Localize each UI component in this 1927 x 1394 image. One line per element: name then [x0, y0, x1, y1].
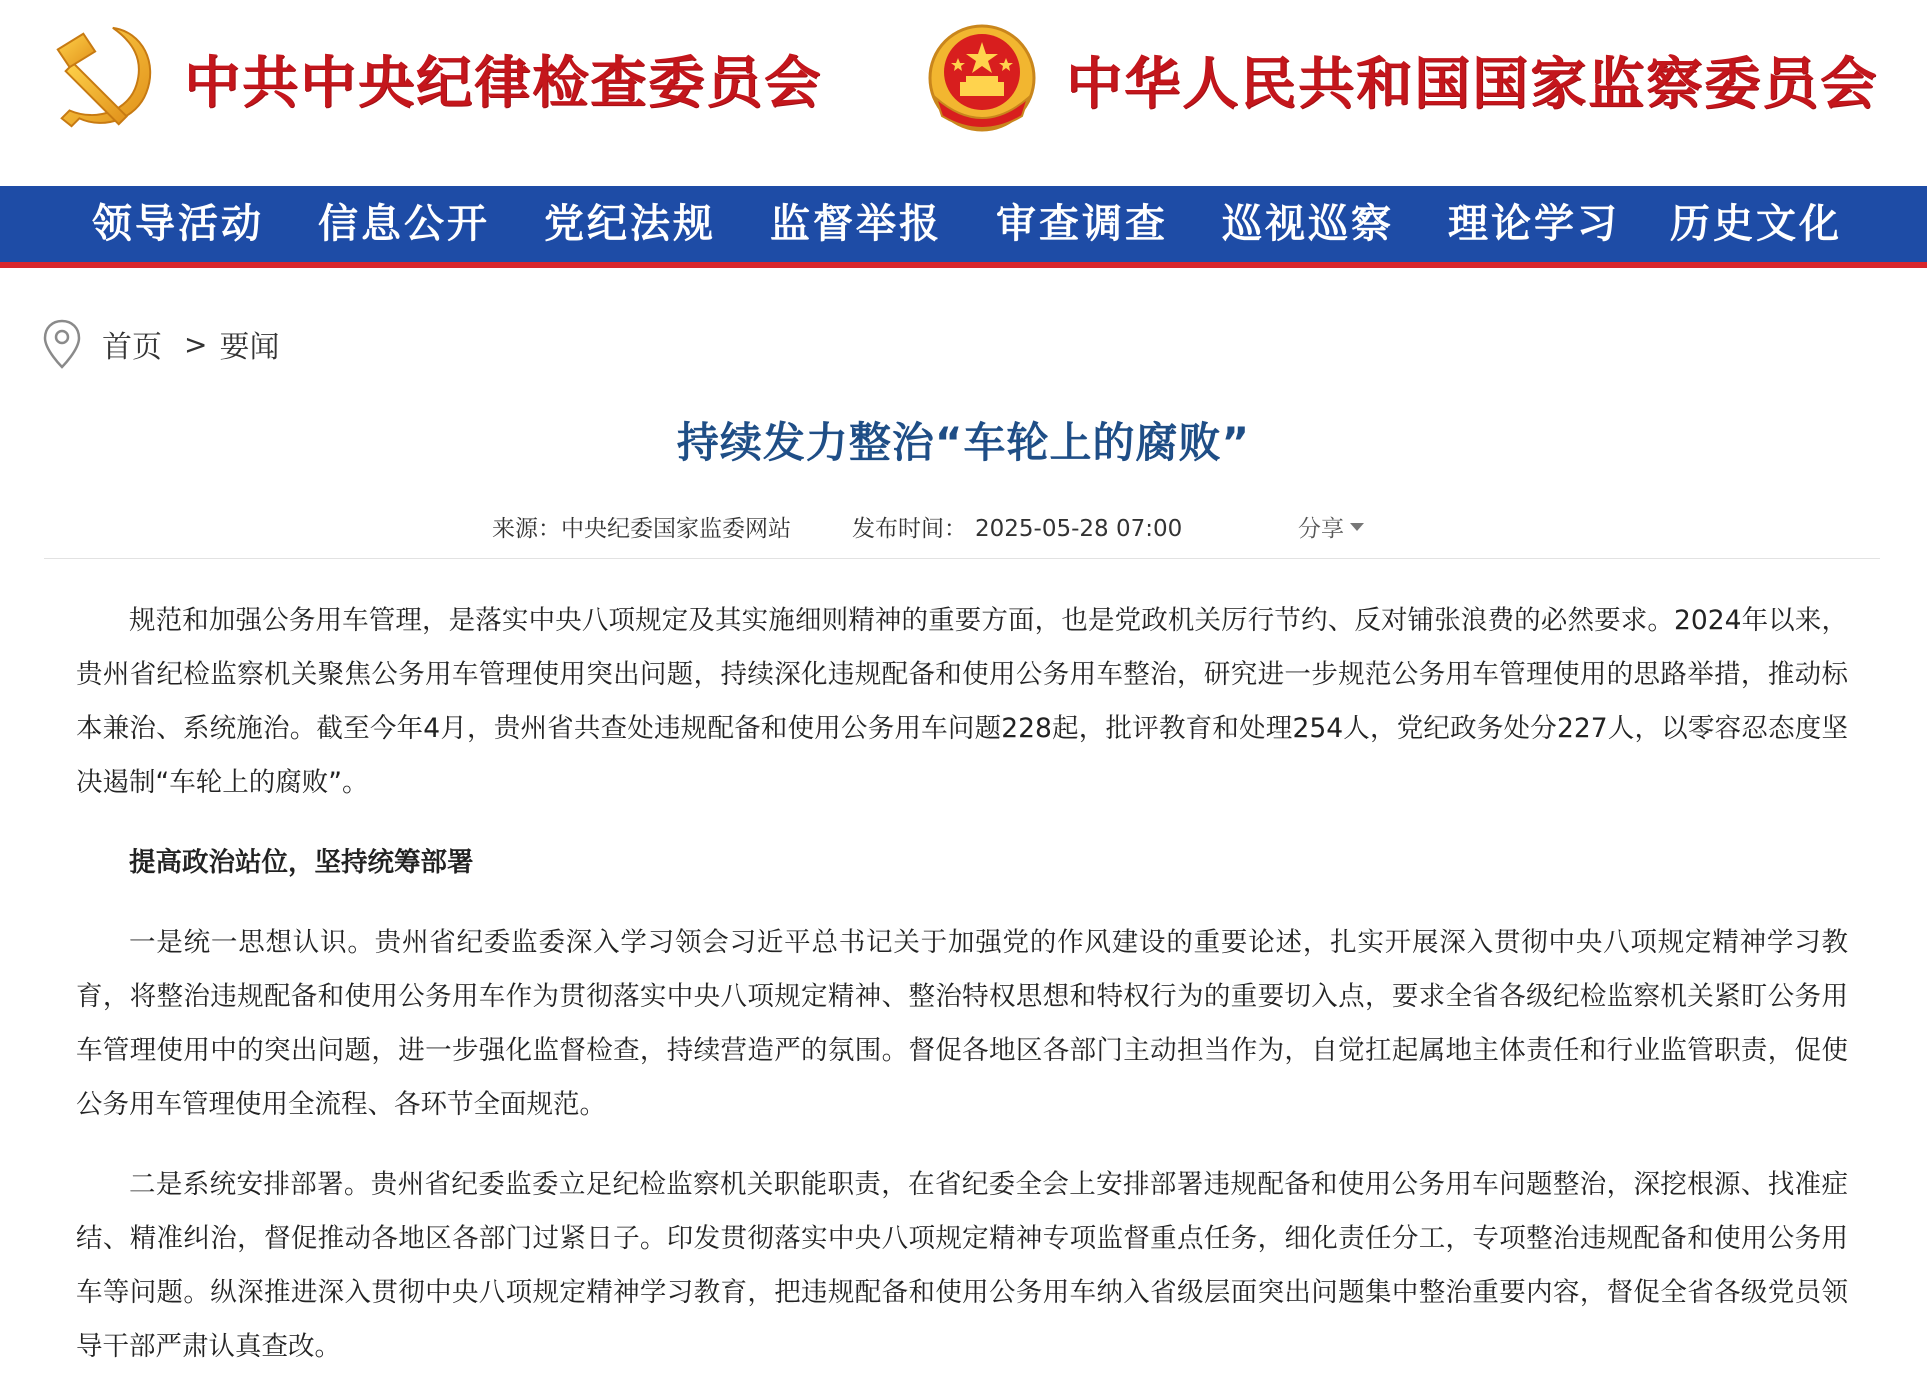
nav-item-regulations[interactable]: 党纪法规 [544, 200, 716, 247]
main-nav [0, 186, 1927, 268]
ccdi-title: 中共中央纪律检查委员会 [184, 50, 822, 116]
party-emblem-icon [44, 20, 162, 138]
nav-item-history[interactable]: 历史文化 [1670, 200, 1842, 247]
chevron-down-icon [1350, 523, 1364, 531]
publish-time-label: 发布时间： [852, 516, 967, 542]
nsc-title: 中华人民共和国国家监察委员会 [1066, 51, 1878, 117]
article-source: 来源：中央纪委国家监委网站 [492, 516, 791, 542]
article-paragraph: 一是统一思想认识。贵州省纪委监委深入学习领会习近平总书记关于加强党的作风建设的重要论述，扎实开展深入贯彻中央八项规定精神学习教育，将整治违规配备和使用公务用车作为贯彻落实中央八项规定精神、整治特权思想和特权行为的重要切入点，要求全省各级纪检监察机关紧盯公务用车管理使用中的突出问题，进一步强化监督检查，持续营造严的氛围。督促各地区各部门主动担当作为，自觉扛起属地主体责任和行业监管职责，促使公务用车管理使用全流程、各环节全面规范。 [76, 927, 1848, 1120]
cpc-ccdi-logo[interactable] [44, 20, 822, 138]
site-header [0, 0, 1927, 186]
nav-item-supervision[interactable]: 监督举报 [770, 200, 942, 247]
article-body [76, 594, 1848, 1374]
breadcrumb-separator: > [184, 327, 208, 361]
nav-item-inspection[interactable]: 巡视巡察 [1222, 200, 1394, 247]
nsc-logo[interactable] [922, 20, 1878, 140]
share-label: 分享 [1298, 516, 1344, 542]
share-dropdown[interactable] [1298, 510, 1364, 543]
breadcrumb-current[interactable]: 要闻 [219, 330, 280, 365]
nav-item-theory[interactable]: 理论学习 [1448, 200, 1620, 247]
article-publish-time [852, 510, 1182, 543]
publish-time-value: 2025-05-28 07:00 [975, 516, 1183, 542]
nav-item-leadership[interactable]: 领导活动 [92, 200, 264, 247]
divider [44, 558, 1880, 559]
article-paragraph: 规范和加强公务用车管理，是落实中央八项规定及其实施细则精神的重要方面，也是党政机关厉行节约、反对铺张浪费的必然要求。2024年以来，贵州省纪检监察机关聚焦公务用车管理使用突出问题，持续深化违规配备和使用公务用车整治，研究进一步规范公务用车管理使用的思路举措，推动标本兼治、系统施治。截至今年4月，贵州省共查处违规配备和使用公务用车问题228起，批评教育和处理254人，党纪政务处分227人，以零容忍态度坚决遏制“车轮上的腐败”。 [76, 605, 1848, 798]
article-subheading: 提高政治站位，坚持统筹部署 [129, 847, 474, 878]
nav-item-investigation[interactable]: 审查调查 [996, 200, 1168, 247]
article-title: 持续发力整治“车轮上的腐败” [676, 418, 1251, 467]
location-pin-icon [42, 318, 82, 370]
nav-item-info-public[interactable]: 信息公开 [318, 200, 490, 247]
national-emblem-icon [922, 20, 1042, 140]
breadcrumb-home[interactable]: 首页 [102, 330, 162, 365]
breadcrumb [42, 318, 279, 370]
article-paragraph: 二是系统安排部署。贵州省纪委监委立足纪检监察机关职能职责，在省纪委全会上安排部署违规配备和使用公务用车问题整治，深挖根源、找准症结、精准纠治，督促推动各地区各部门过紧日子。印发贯彻落实中央八项规定精神专项监督重点任务，细化责任分工，专项整治违规配备和使用公务用车等问题。纵深推进深入贯彻中央八项规定精神学习教育，把违规配备和使用公务用车纳入省级层面突出问题集中整治重要内容，督促全省各级党员领导干部严肃认真查改。 [76, 1169, 1848, 1362]
